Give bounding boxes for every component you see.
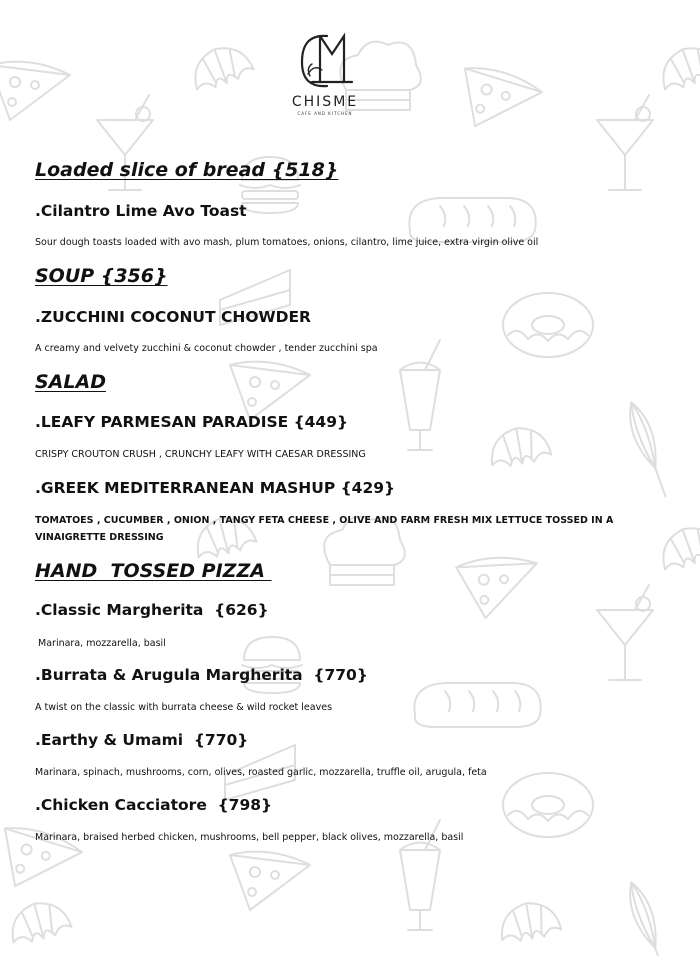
section-title-bread: Loaded slice of bread {518}: [35, 159, 339, 181]
menu-item-name: .Burrata & Arugula Margherita {770}: [35, 666, 368, 684]
brand-name: CHISME: [291, 94, 359, 110]
menu-item-name: .Chicken Cacciatore {798}: [35, 796, 273, 814]
menu-item-name: .Earthy & Umami {770}: [35, 731, 249, 749]
menu-item-description: Marinara, spinach, mushrooms, corn, olives, roasted garlic, mozzarella, truffle oil, arugula, feta: [35, 767, 487, 778]
section-title-pizza: HAND TOSSED PIZZA: [35, 560, 272, 582]
menu-item-description: A twist on the classic with burrata cheese & wild rocket leaves: [35, 702, 333, 713]
menu-item-name: .Cilantro Lime Avo Toast: [35, 202, 247, 220]
menu-item-name: .ZUCCHINI COCONUT CHOWDER: [35, 308, 311, 326]
brand-tagline: CAFE AND KITCHEN: [297, 111, 353, 116]
section-title-salad: SALAD: [35, 371, 106, 393]
section-title-soup: SOUP {356}: [35, 265, 168, 287]
menu-item-description: Marinara, mozzarella, basil: [35, 638, 166, 649]
menu-item-description: TOMATOES , CUCUMBER , ONION , TANGY FETA CHEESE , OLIVE AND FARM FRESH MIX LETTUCE TOSSED IN A VINAIGRETTE DRESSING: [35, 515, 614, 543]
menu-item-description: Sour dough toasts loaded with avo mash, plum tomatoes, onions, cilantro, lime juice, extra virgin olive oil: [35, 237, 539, 248]
menu-item-name: .LEAFY PARMESAN PARADISE {449}: [35, 413, 349, 431]
menu-item-name: .GREEK MEDITERRANEAN MASHUP {429}: [35, 479, 396, 497]
chisme-logo: [290, 30, 360, 116]
cm-monogram-icon: [294, 30, 356, 92]
menu-item-description: Marinara, braised herbed chicken, mushrooms, bell pepper, black olives, mozzarella, basil: [35, 832, 464, 843]
menu-item-name: .Classic Margherita {626}: [35, 601, 269, 619]
menu-item-description: CRISPY CROUTON CRUSH , CRUNCHY LEAFY WITH CAESAR DRESSING: [35, 449, 366, 460]
menu-item-description: A creamy and velvety zucchini & coconut chowder , tender zucchini spa: [35, 343, 378, 354]
